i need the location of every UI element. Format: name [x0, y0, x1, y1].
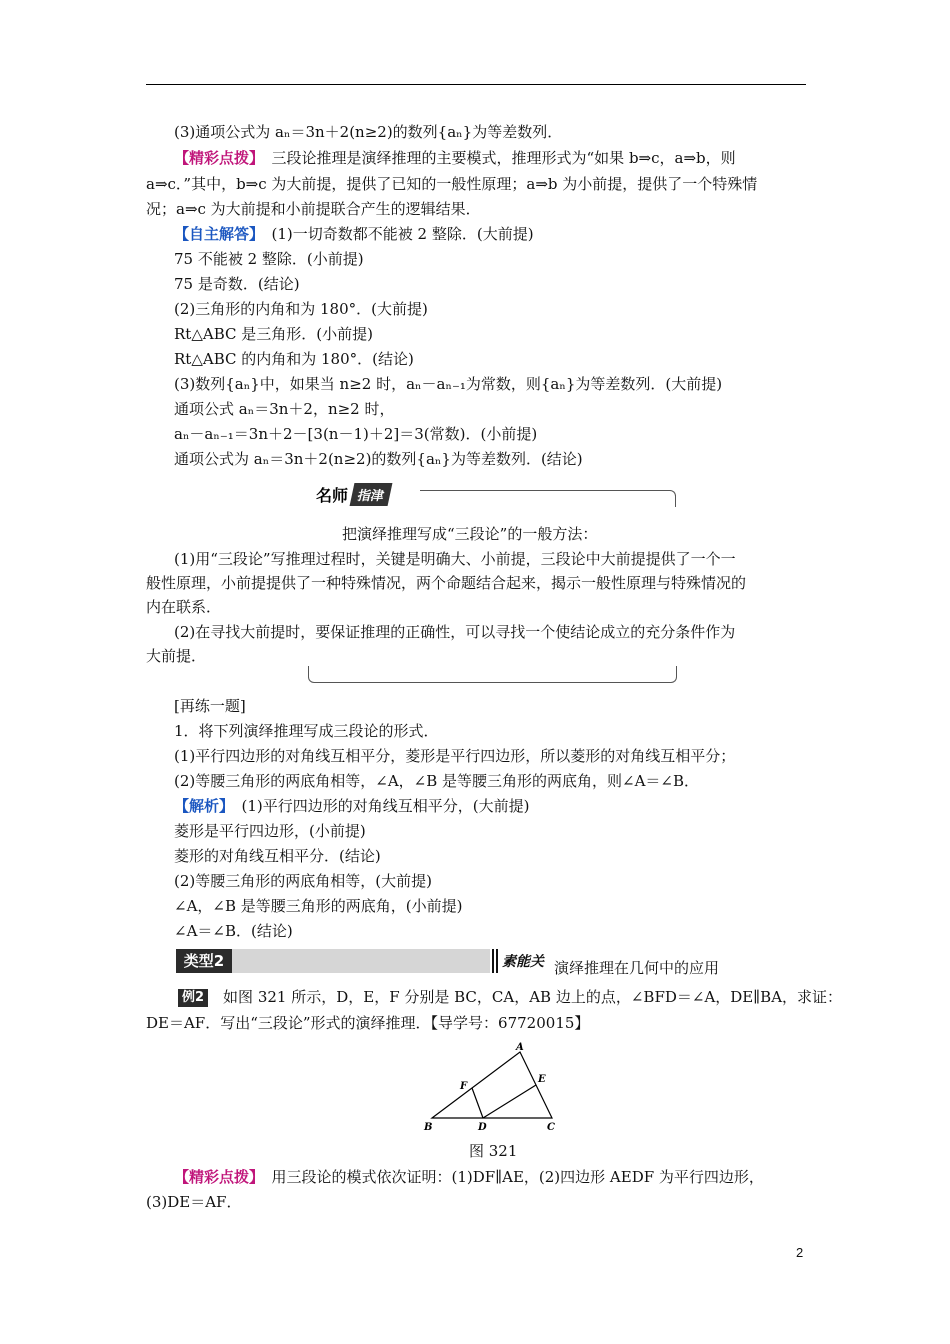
answer-tag: 【自主解答】: [174, 225, 257, 243]
text-line: 【精彩点拨】 三段论推理是演绎推理的主要模式，推理形式为“如果 b⇒c，a⇒b，则: [174, 149, 736, 167]
text-line: Rt△ABC 的内角和为 180°．(结论): [174, 350, 414, 368]
example-line: DE＝AF．写出“三段论”形式的演绎推理．【导学号：67720015】: [146, 1014, 590, 1032]
text-line: 况；a⇒c 为大前提和小前提联合产生的逻辑结果．: [146, 200, 481, 218]
highlight-tag: 【精彩点拨】: [174, 1168, 257, 1186]
guide-badge: 指津: [350, 483, 393, 506]
guide-text: 般性原理，小前提提供了一种特殊情况，两个命题结合起来，揭示一般性原理与特殊情况的: [146, 574, 747, 592]
text-line: (2)三角形的内角和为 180°．(大前提): [174, 300, 428, 318]
type-divider: [492, 949, 498, 973]
page-number: 2: [796, 1245, 804, 1260]
guide-text: 大前提．: [146, 647, 207, 665]
segment-de: [483, 1085, 536, 1118]
text-line: Rt△ABC 是三角形．(小前提): [174, 325, 373, 343]
guide-box-top: [420, 490, 676, 507]
guide-title: 名师: [312, 483, 352, 506]
text-line: 【自主解答】 (1)一切奇数都不能被 2 整除．(大前提): [174, 225, 534, 243]
label-f: F: [460, 1081, 468, 1092]
text-line: 通项公式为 aₙ＝3n＋2(n≥2)的数列{aₙ}为等差数列．(结论): [174, 450, 583, 468]
text-line: ∠A＝∠B．(结论): [174, 922, 293, 940]
text-line: 通项公式 aₙ＝3n＋2，n≥2 时，: [174, 400, 395, 418]
guide-text: 内在联系．: [146, 598, 222, 616]
text-line: aₙ－aₙ₋₁＝3n＋2－[3(n－1)＋2]＝3(常数)．(小前提): [174, 425, 538, 443]
text-line: 【解析】 (1)平行四边形的对角线互相平分，(大前提): [174, 797, 530, 815]
label-d: D: [478, 1122, 487, 1133]
practice-heading: [再练一题]: [174, 697, 246, 715]
header-rule: [146, 84, 806, 85]
type-band: [232, 949, 490, 973]
type-label: 类型2: [176, 949, 232, 973]
text-line: ∠A，∠B 是等腰三角形的两底角，(小前提): [174, 897, 463, 915]
analysis-tag: 【解析】: [174, 797, 227, 815]
text-line: a⇒c．”其中，b⇒c 为大前提，提供了已知的一般性原理；a⇒b 为小前提，提供了一个特殊情: [146, 175, 758, 193]
text-line: (3)通项公式为 aₙ＝3n＋2(n≥2)的数列{aₙ}为等差数列．: [174, 123, 563, 141]
text-line: 75 不能被 2 整除．(小前提): [174, 250, 364, 268]
highlight-tag: 【精彩点拨】: [174, 149, 257, 167]
example-badge: 例2: [178, 989, 208, 1007]
practice-question: (1)平行四边形的对角线互相平分，菱形是平行四边形，所以菱形的对角线互相平分；: [174, 747, 736, 765]
text-line: 75 是奇数．(结论): [174, 275, 300, 293]
segment-df: [472, 1088, 483, 1118]
triangle-abc: [432, 1052, 552, 1118]
practice-question: 1．将下列演绎推理写成三段论的形式．: [174, 722, 439, 740]
figure-caption: 图 321: [469, 1142, 518, 1160]
text-line: (2)等腰三角形的两底角相等，(大前提): [174, 872, 432, 890]
guide-header: [312, 481, 390, 507]
label-b: B: [424, 1122, 433, 1133]
guide-heading: 把演绎推理写成“三段论”的一般方法：: [342, 525, 598, 543]
label-e: E: [538, 1074, 546, 1085]
type-skill: 素能关: [502, 954, 544, 970]
text-line: (3)数列{aₙ}中，如果当 n≥2 时，aₙ－aₙ₋₁为常数，则{aₙ}为等差数列．(大前提): [174, 375, 723, 393]
text-line: 菱形的对角线互相平分．(结论): [174, 847, 381, 865]
text-line: 菱形是平行四边形，(小前提): [174, 822, 366, 840]
example-line: 例2 如图 321 所示，D，E，F 分别是 BC，CA，AB 边上的点，∠BFD＝∠A，DE∥BA，求证：: [178, 987, 842, 1007]
guide-text: (1)用“三段论”写推理过程时，关键是明确大、小前提，三段论中大前提提供了一个一: [174, 550, 736, 568]
text-line: (3)DE＝AF．: [146, 1193, 242, 1211]
triangle-figure: [420, 1040, 570, 1135]
type-topic: 演绎推理在几何中的应用: [554, 959, 720, 977]
label-a: A: [516, 1042, 524, 1053]
text-line: 【精彩点拨】 用三段论的模式依次证明：(1)DF∥AE，(2)四边形 AEDF 为平行四边形，: [174, 1168, 764, 1186]
guide-box-bottom: [308, 666, 677, 683]
label-c: C: [547, 1122, 555, 1133]
practice-question: (2)等腰三角形的两底角相等，∠A，∠B 是等腰三角形的两底角，则∠A＝∠B．: [174, 772, 700, 790]
guide-text: (2)在寻找大前提时，要保证推理的正确性，可以寻找一个使结论成立的充分条件作为: [174, 623, 736, 641]
